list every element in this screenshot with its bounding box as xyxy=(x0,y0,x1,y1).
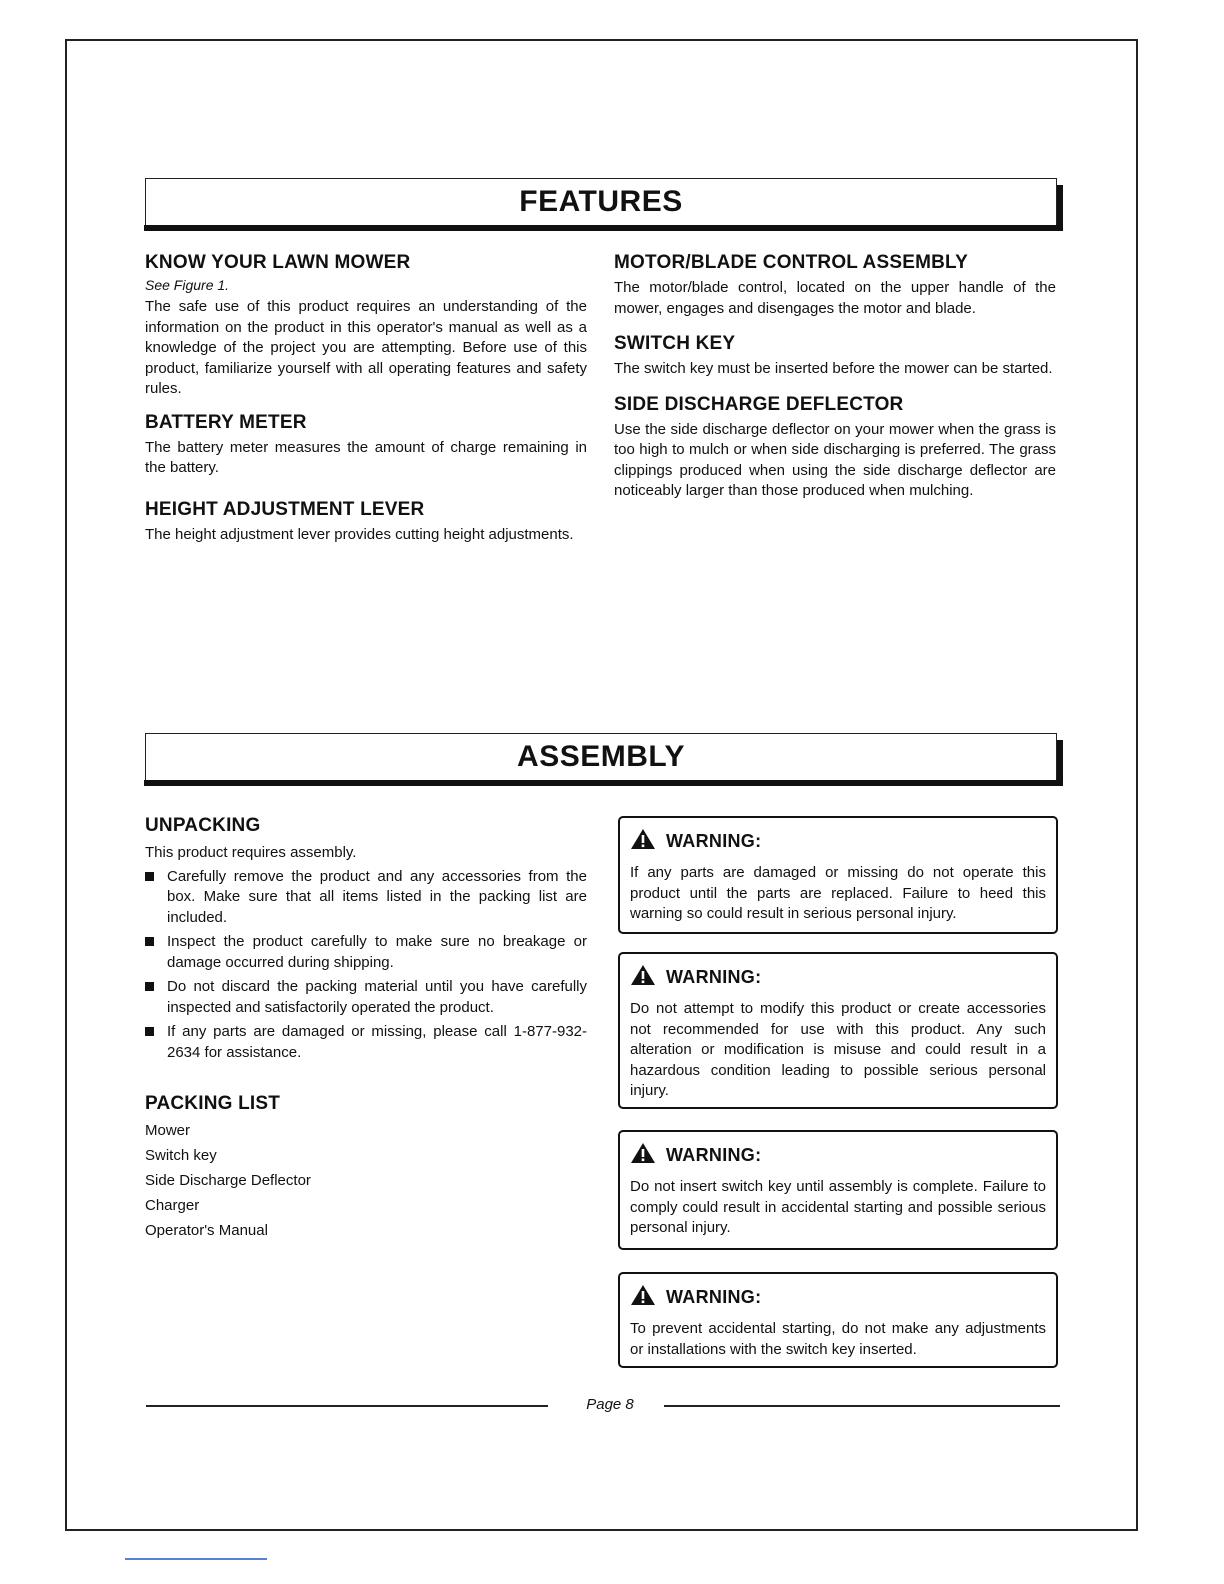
switch-title: SWITCH KEY xyxy=(614,333,736,354)
battery-body: The battery meter measures the amount of charge remaining in the battery. xyxy=(145,438,587,476)
unpacking-title: UNPACKING xyxy=(145,815,261,836)
warning-box xyxy=(618,1130,1058,1250)
motor-body: The motor/blade control, located on the upper handle of the mower, engages and disengages the motor and blade. xyxy=(614,279,1056,317)
features-heading: FEATURES xyxy=(519,185,683,218)
assembly-banner xyxy=(145,733,1057,781)
warning-title: WARNING: xyxy=(666,967,762,987)
unpacking-bullet: If any parts are damaged or missing, please call 1-877-932-2634 for assistance. xyxy=(145,1022,587,1063)
height-body: The height adjustment lever provides cutting height adjustments. xyxy=(145,525,574,543)
warning-box xyxy=(618,816,1058,934)
motor-title: MOTOR/BLADE CONTROL ASSEMBLY xyxy=(614,252,968,273)
deflector-body: Use the side discharge deflector on your mower when the grass is too high to mulch or when side discharging is preferred. The grass clippings produced when using the side discharge deflector are noticeably larger than those produced when mulching. xyxy=(614,420,1056,499)
warning-triangle-icon xyxy=(630,1142,656,1169)
warning-triangle-icon xyxy=(630,1284,656,1311)
battery-title: BATTERY METER xyxy=(145,411,307,433)
scan-artifact-line xyxy=(125,1558,267,1560)
warning-title: WARNING: xyxy=(666,1145,762,1165)
warning-title: WARNING: xyxy=(666,831,762,851)
page-number: Page 8 xyxy=(586,1396,634,1413)
features-right-column xyxy=(614,252,1056,502)
warning-box xyxy=(618,1272,1058,1368)
warning-body: To prevent accidental starting, do not make any adjustments or installations with the switch key inserted. xyxy=(630,1320,1046,1358)
warning-triangle-icon xyxy=(630,964,656,991)
know-figure-ref: See Figure 1. xyxy=(145,277,230,293)
warning-title: WARNING: xyxy=(666,1287,762,1307)
footer-rule-left xyxy=(146,1405,548,1407)
know-body: The safe use of this product requires an understanding of the information on the product in this operator's manual as well as a knowledge of the project you are attempting. Before use of this product, familiarize yourself with all operating features and safety rules. xyxy=(145,298,587,397)
unpacking-bullet: Carefully remove the product and any accessories from the box. Make sure that all items listed in the packing list are included. xyxy=(145,867,587,929)
warning-triangle-icon xyxy=(630,828,656,855)
packing-item: Operator's Manual xyxy=(145,1222,268,1239)
packing-list xyxy=(145,1118,587,1243)
packing-item: Switch key xyxy=(145,1147,217,1164)
warning-body: Do not attempt to modify this product or create accessories not recommended for use with this product. Any such alteration or modification is misuse and could result in a hazardous condition leading to possible serious personal injury. xyxy=(630,1000,1046,1099)
features-banner xyxy=(145,178,1057,226)
unpacking-bullet: Inspect the product carefully to make sure no breakage or damage occurred during shipping. xyxy=(145,932,587,973)
packing-title: PACKING LIST xyxy=(145,1093,281,1114)
know-title: KNOW YOUR LAWN MOWER xyxy=(145,252,411,273)
deflector-title: SIDE DISCHARGE DEFLECTOR xyxy=(614,393,904,415)
warning-box xyxy=(618,952,1058,1109)
unpacking-bullet: Do not discard the packing material until you have carefully inspected and satisfactorily operated the product. xyxy=(145,977,587,1018)
packing-item: Side Discharge Deflector xyxy=(145,1172,311,1189)
unpacking-list xyxy=(145,867,587,1064)
warning-body: If any parts are damaged or missing do not operate this product until the parts are replaced. Failure to heed this warning so could result in serious personal injury. xyxy=(630,864,1046,922)
footer-rule-right xyxy=(664,1405,1060,1407)
height-title: HEIGHT ADJUSTMENT LEVER xyxy=(145,498,425,520)
packing-item: Mower xyxy=(145,1122,191,1139)
packing-item: Charger xyxy=(145,1197,200,1214)
features-left-column xyxy=(145,252,587,545)
assembly-heading: ASSEMBLY xyxy=(517,740,685,773)
switch-body: The switch key must be inserted before the mower can be started. xyxy=(614,360,1053,377)
unpacking-intro: This product requires assembly. xyxy=(145,844,357,861)
assembly-left-column xyxy=(145,815,587,1243)
warning-body: Do not insert switch key until assembly is complete. Failure to comply could result in accidental starting and possible serious personal injury. xyxy=(630,1178,1046,1236)
